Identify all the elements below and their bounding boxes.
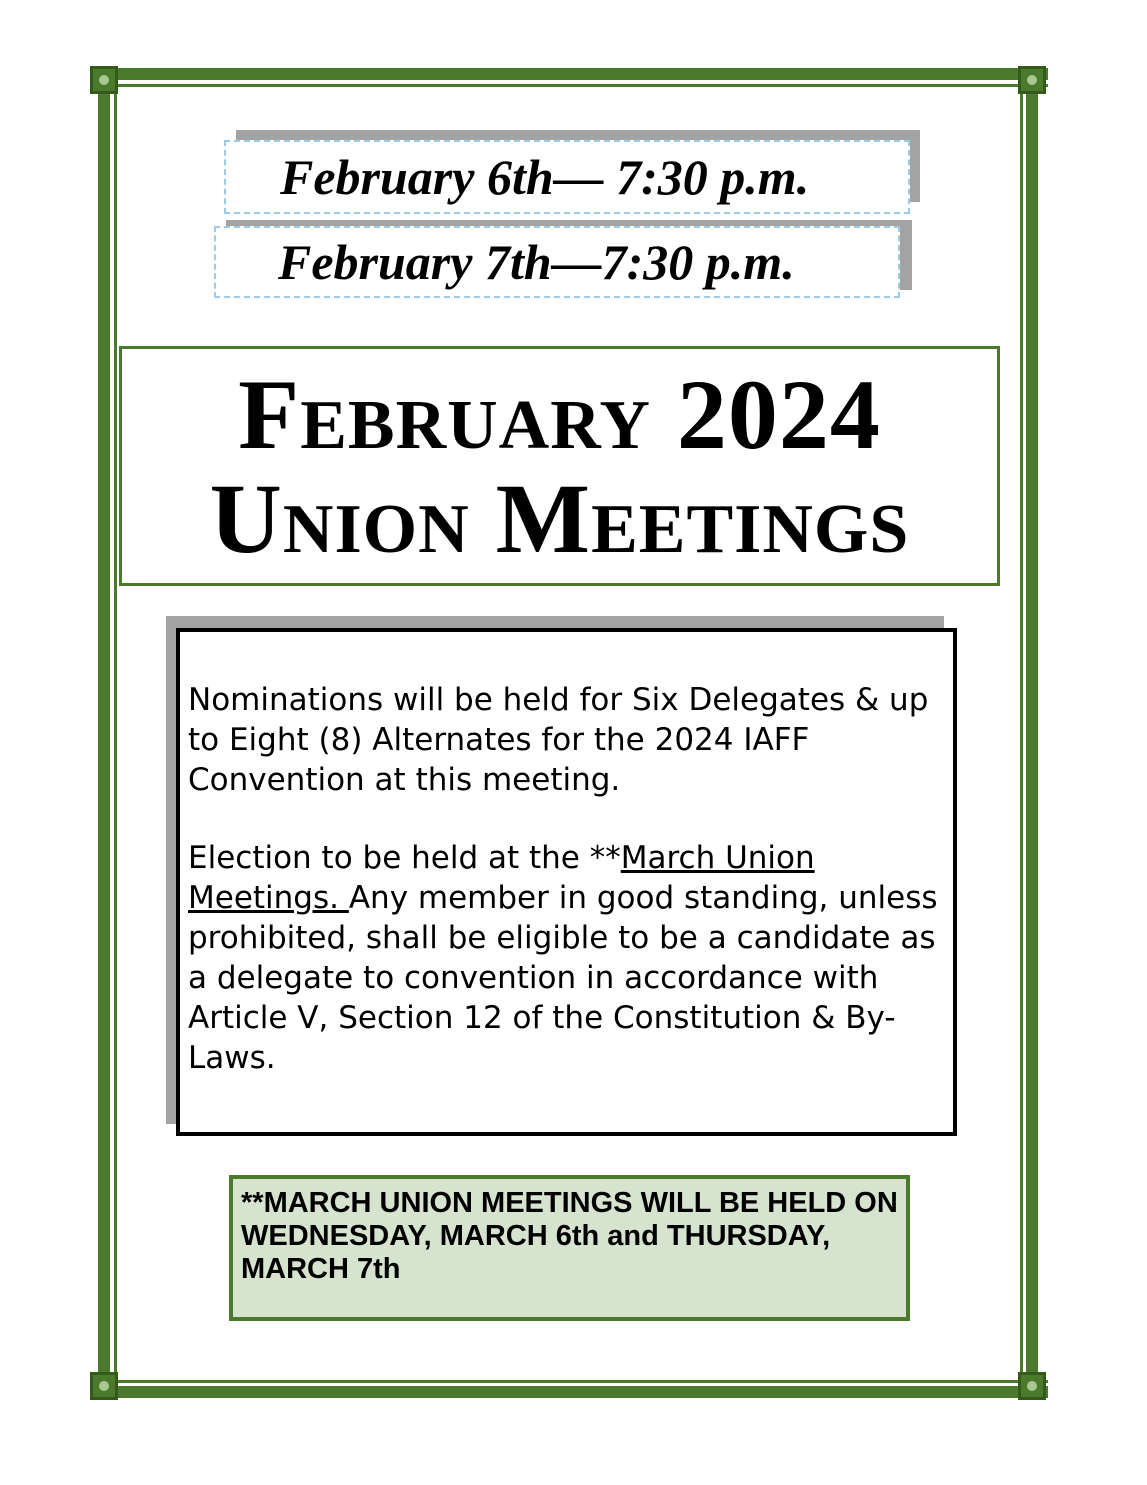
title-line-2: Union Meetings <box>209 463 910 574</box>
election-paragraph <box>188 838 949 1078</box>
frame-corner-bottom-right <box>1018 1372 1046 1400</box>
frame-top <box>92 68 1048 80</box>
announcement-box <box>176 628 957 1136</box>
meeting-date-2: February 7th—7:30 p.m. <box>214 226 900 298</box>
meeting-date-1: February 6th— 7:30 p.m. <box>224 140 910 214</box>
frame-right <box>1026 68 1038 1398</box>
frame-right-inner <box>1020 68 1023 1398</box>
nominations-paragraph: Nominations will be held for Six Delegates & up to Eight (8) Alternates for the 2024 IAFF Convention at this meeting. <box>188 682 929 798</box>
page-title <box>119 346 1000 586</box>
election-rest: Any member in good standing, unless prohibited, shall be eligible to be a candidate as a delegate to convention in accordance with Article V, Section 12 of the Constitution & By-Laws. <box>188 880 938 1076</box>
march-meetings-note: **MARCH UNION MEETINGS WILL BE HELD ON WEDNESDAY, MARCH 6th and THURSDAY, MARCH 7th <box>229 1175 910 1321</box>
frame-corner-bottom-left <box>90 1372 118 1400</box>
frame-top-inner <box>92 84 1048 87</box>
frame-left-inner <box>114 68 117 1398</box>
frame-bottom-inner <box>92 1380 1048 1383</box>
frame-corner-top-left <box>90 66 118 94</box>
election-prefix: Election to be held at the ** <box>188 840 621 876</box>
frame-bottom <box>92 1386 1048 1398</box>
march-meetings-underlined: March Union Meetings. <box>188 840 815 916</box>
title-line-1: February 2024 <box>238 359 881 470</box>
frame-left <box>98 68 110 1398</box>
frame-corner-top-right <box>1018 66 1046 94</box>
